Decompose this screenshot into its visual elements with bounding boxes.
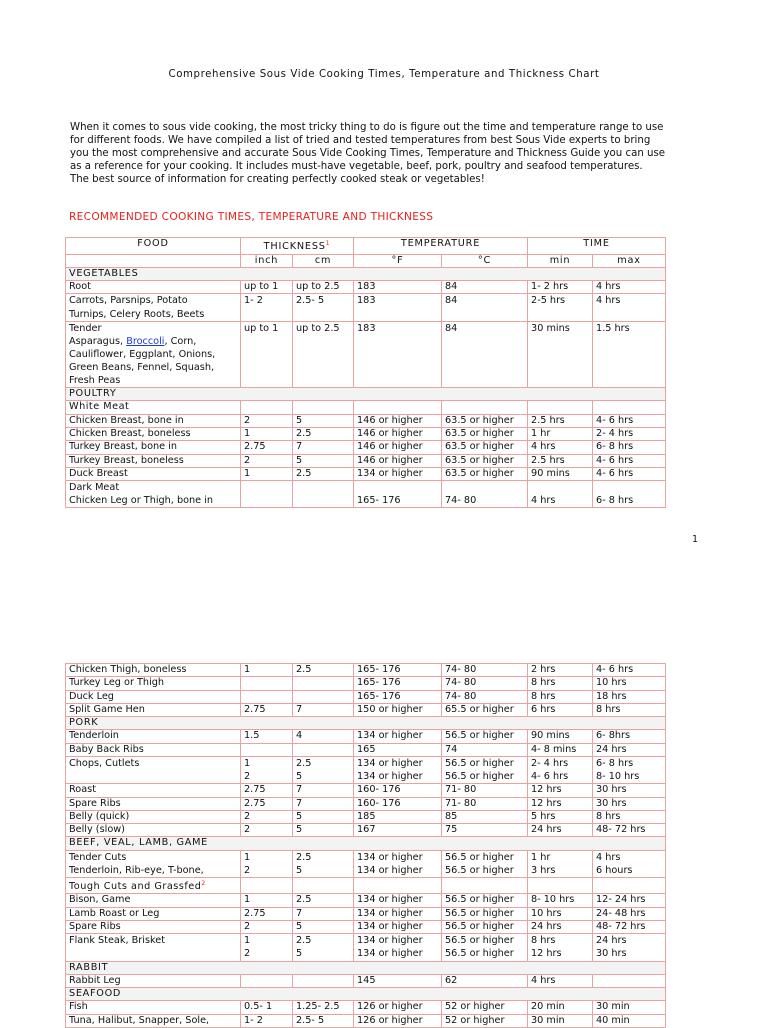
temperature-c-cell: 74- 80: [442, 677, 528, 690]
header-temperature: TEMPERATURE: [354, 238, 528, 255]
table-body: [66, 267, 666, 508]
food-cell: Tuna, Halibut, Snapper, Sole,: [66, 1014, 241, 1027]
food-cell: Split Game Hen: [66, 703, 241, 716]
table-row: [66, 454, 666, 467]
thickness-inch-cell: [241, 481, 293, 508]
time-min-cell: 2.5 hrs: [528, 414, 593, 427]
food-cell: Root: [66, 281, 241, 294]
category-label: SEAFOOD: [66, 988, 666, 1001]
time-max-cell: 2- 4 hrs: [593, 427, 666, 440]
temperature-c-cell: 52 or higher: [442, 1014, 528, 1027]
time-min-cell: 5 hrs: [528, 810, 593, 823]
category-row: [66, 388, 666, 401]
thickness-cm-cell: 2.5: [293, 427, 354, 440]
intro-line: you the most comprehensive and accurate Sous Vide Cooking Times, Temperature and Thickness Guide you can use: [70, 148, 666, 160]
footnote-marker: 1: [325, 240, 331, 247]
page-number: 1: [692, 534, 699, 545]
thickness-cm-cell: [293, 974, 354, 987]
time-min-cell: 4 hrs: [528, 974, 593, 987]
category-label: POULTRY: [66, 388, 666, 401]
temperature-f-cell: 126 or higher: [354, 1001, 442, 1014]
temperature-f-cell: 146 or higher: [354, 414, 442, 427]
time-max-cell: 40 min: [593, 1014, 666, 1027]
food-cell: Flank Steak, Brisket: [66, 934, 241, 961]
empty-cell: [354, 877, 442, 894]
time-max-cell: 18 hrs: [593, 690, 666, 703]
food-cell: Lamb Roast or Leg: [66, 907, 241, 920]
category-row: [66, 837, 666, 850]
temperature-f-cell: 160- 176: [354, 797, 442, 810]
thickness-cm-cell: up to 2.5: [293, 321, 354, 387]
table-row: [66, 481, 666, 508]
header-cm: cm: [293, 254, 354, 267]
thickness-inch-cell: 1: [241, 894, 293, 907]
temperature-f-cell: 134 or higher: [354, 467, 442, 480]
header-max: max: [593, 254, 666, 267]
food-cell: Chicken Thigh, boneless: [66, 664, 241, 677]
thickness-inch-cell: [241, 690, 293, 703]
temperature-c-cell: 63.5 or higher: [442, 414, 528, 427]
temperature-f-cell: 165- 176: [354, 481, 442, 508]
temperature-f-cell: 183: [354, 321, 442, 387]
temperature-c-cell: 71- 80: [442, 797, 528, 810]
temperature-c-cell: 74- 80: [442, 481, 528, 508]
header-food: FOOD: [66, 238, 241, 255]
temperature-c-cell: 56.5 or higher 56.5 or higher: [442, 757, 528, 784]
intro-line: The best source of information for creating perfectly cooked steak or vegetables!: [70, 174, 485, 186]
thickness-cm-cell: 1.25- 2.5: [293, 1001, 354, 1014]
thickness-inch-cell: 2.75: [241, 703, 293, 716]
thickness-cm-cell: 2.5 5: [293, 757, 354, 784]
table-row: [66, 974, 666, 987]
temperature-f-cell: 134 or higher: [354, 907, 442, 920]
time-min-cell: 8 hrs 12 hrs: [528, 934, 593, 961]
temperature-c-cell: 56.5 or higher 56.5 or higher: [442, 850, 528, 877]
section-heading: RECOMMENDED COOKING TIMES, TEMPERATURE AND THICKNESS: [69, 211, 434, 223]
table-row: [66, 1001, 666, 1014]
header-blank: [66, 254, 241, 267]
cooking-chart-table: [65, 237, 666, 508]
temperature-f-cell: 126 or higher: [354, 1014, 442, 1027]
food-cell: Turkey Leg or Thigh: [66, 677, 241, 690]
temperature-c-cell: 65.5 or higher: [442, 703, 528, 716]
food-cell: Chicken Breast, bone in: [66, 414, 241, 427]
thickness-inch-cell: 1.5: [241, 730, 293, 743]
intro-paragraph: [70, 121, 710, 186]
temperature-f-cell: 134 or higher: [354, 730, 442, 743]
time-min-cell: 1- 2 hrs: [528, 281, 593, 294]
thickness-cm-cell: 4: [293, 730, 354, 743]
temperature-c-cell: 84: [442, 294, 528, 321]
thickness-cm-cell: 5: [293, 921, 354, 934]
time-min-cell: 8 hrs: [528, 677, 593, 690]
time-max-cell: 24 hrs 30 hrs: [593, 934, 666, 961]
category-row: [66, 961, 666, 974]
empty-cell: [593, 877, 666, 894]
thickness-inch-cell: [241, 974, 293, 987]
time-max-cell: 4- 6 hrs: [593, 467, 666, 480]
temperature-f-cell: 165- 176: [354, 677, 442, 690]
temperature-c-cell: 74- 80: [442, 664, 528, 677]
temperature-f-cell: 165- 176: [354, 690, 442, 703]
header-inch: inch: [241, 254, 293, 267]
thickness-inch-cell: 1 2: [241, 850, 293, 877]
empty-cell: [593, 401, 666, 414]
thickness-cm-cell: [293, 481, 354, 508]
category-row: [66, 267, 666, 280]
food-cell: Bison, Game: [66, 894, 241, 907]
time-min-cell: 30 min: [528, 1014, 593, 1027]
temperature-f-cell: 183: [354, 281, 442, 294]
time-max-cell: 10 hrs: [593, 677, 666, 690]
temperature-c-cell: 56.5 or higher 56.5 or higher: [442, 934, 528, 961]
time-min-cell: 6 hrs: [528, 703, 593, 716]
thickness-cm-cell: 2.5- 5: [293, 294, 354, 321]
time-min-cell: 4 hrs: [528, 441, 593, 454]
temperature-c-cell: 52 or higher: [442, 1001, 528, 1014]
table-row: [66, 907, 666, 920]
table-row: [66, 824, 666, 837]
time-max-cell: [593, 974, 666, 987]
time-min-cell: 8 hrs: [528, 690, 593, 703]
time-min-cell: 8- 10 hrs: [528, 894, 593, 907]
food-cell: Dark Meat Chicken Leg or Thigh, bone in: [66, 481, 241, 508]
thickness-cm-cell: 2.5: [293, 894, 354, 907]
temperature-c-cell: 71- 80: [442, 784, 528, 797]
thickness-cm-cell: 2.5 5: [293, 934, 354, 961]
time-max-cell: 4- 6 hrs: [593, 664, 666, 677]
thickness-cm-cell: 2.5: [293, 664, 354, 677]
food-cell: Turkey Breast, boneless: [66, 454, 241, 467]
thickness-cm-cell: 7: [293, 703, 354, 716]
time-max-cell: 4 hrs 6 hours: [593, 850, 666, 877]
food-cell: Tenderloin: [66, 730, 241, 743]
time-min-cell: 4- 8 mins: [528, 743, 593, 756]
header-celsius: °C: [442, 254, 528, 267]
category-label: RABBIT: [66, 961, 666, 974]
thickness-inch-cell: 1: [241, 467, 293, 480]
thickness-cm-cell: 2.5 5: [293, 850, 354, 877]
table-row: [66, 414, 666, 427]
thickness-inch-cell: 1 2: [241, 934, 293, 961]
table-row: [66, 1014, 666, 1027]
food-text: , Corn, Cauliflower, Eggplant, Onions, Green Beans, Fennel, Squash, Fresh Peas: [69, 335, 216, 386]
time-min-cell: 2-5 hrs: [528, 294, 593, 321]
intro-line: as a reference for your cooking. It includes must-have vegetable, beef, pork, poultry and seafood temperatures.: [70, 161, 643, 173]
time-max-cell: 1.5 hrs: [593, 321, 666, 387]
cooking-chart-table-continued: [65, 663, 666, 1028]
time-min-cell: 12 hrs: [528, 797, 593, 810]
subcategory-row: [66, 401, 666, 414]
header-thickness: THICKNESS$^1$: [241, 238, 354, 255]
food-cell: Duck Breast: [66, 467, 241, 480]
temperature-c-cell: 56.5 or higher: [442, 894, 528, 907]
header-min: min: [528, 254, 593, 267]
intro-line: When it comes to sous vide cooking, the most tricky thing to do is figure out the time and temperature range to use: [70, 122, 664, 133]
time-max-cell: 6- 8hrs: [593, 730, 666, 743]
thickness-cm-cell: 7: [293, 441, 354, 454]
thickness-inch-cell: 1- 2: [241, 1014, 293, 1027]
temperature-f-cell: 160- 176: [354, 784, 442, 797]
table-row: [66, 281, 666, 294]
food-cell: [66, 321, 241, 387]
table-row: [66, 441, 666, 454]
time-min-cell: 1 hr 3 hrs: [528, 850, 593, 877]
thickness-cm-cell: [293, 690, 354, 703]
broccoli-link[interactable]: Broccoli: [126, 335, 165, 347]
time-max-cell: 8 hrs: [593, 703, 666, 716]
thickness-inch-cell: 2.75: [241, 441, 293, 454]
time-max-cell: 24- 48 hrs: [593, 907, 666, 920]
thickness-inch-cell: up to 1: [241, 281, 293, 294]
food-cell: Chops, Cutlets: [66, 757, 241, 784]
thickness-inch-cell: 0.5- 1: [241, 1001, 293, 1014]
category-row: [66, 717, 666, 730]
thickness-inch-cell: 2: [241, 414, 293, 427]
time-min-cell: 1 hr: [528, 427, 593, 440]
empty-cell: [241, 877, 293, 894]
temperature-f-cell: 183: [354, 294, 442, 321]
time-max-cell: 30 hrs: [593, 797, 666, 810]
thickness-inch-cell: 2: [241, 921, 293, 934]
temperature-f-cell: 146 or higher: [354, 427, 442, 440]
time-min-cell: 24 hrs: [528, 921, 593, 934]
time-max-cell: 4 hrs: [593, 294, 666, 321]
subcategory-text: Tough Cuts and Grassfed: [69, 881, 202, 893]
table-row: [66, 427, 666, 440]
temperature-f-cell: 134 or higher 134 or higher: [354, 934, 442, 961]
table-row: [66, 294, 666, 321]
time-min-cell: 90 mins: [528, 467, 593, 480]
temperature-f-cell: 165- 176: [354, 664, 442, 677]
table-row: [66, 664, 666, 677]
thickness-inch-cell: 2.75: [241, 797, 293, 810]
empty-cell: [293, 401, 354, 414]
time-max-cell: 6- 8 hrs: [593, 481, 666, 508]
temperature-c-cell: 63.5 or higher: [442, 441, 528, 454]
temperature-f-cell: 145: [354, 974, 442, 987]
thickness-inch-cell: 1- 2: [241, 294, 293, 321]
temperature-f-cell: 134 or higher 134 or higher: [354, 757, 442, 784]
header-time: TIME: [528, 238, 666, 255]
empty-cell: [528, 401, 593, 414]
food-cell: Spare Ribs: [66, 797, 241, 810]
thickness-inch-cell: 2.75: [241, 907, 293, 920]
subcategory-label: [66, 877, 241, 894]
temperature-c-cell: 75: [442, 824, 528, 837]
temperature-c-cell: 63.5 or higher: [442, 467, 528, 480]
temperature-c-cell: 85: [442, 810, 528, 823]
thickness-inch-cell: [241, 677, 293, 690]
temperature-c-cell: 63.5 or higher: [442, 454, 528, 467]
table-row: [66, 730, 666, 743]
time-min-cell: 2 hrs: [528, 664, 593, 677]
temperature-c-cell: 63.5 or higher: [442, 427, 528, 440]
time-min-cell: 2- 4 hrs 4- 6 hrs: [528, 757, 593, 784]
thickness-inch-cell: 1: [241, 664, 293, 677]
time-max-cell: 6- 8 hrs: [593, 441, 666, 454]
temperature-c-cell: 84: [442, 321, 528, 387]
thickness-cm-cell: 5: [293, 414, 354, 427]
time-max-cell: 48- 72 hrs: [593, 921, 666, 934]
category-label: VEGETABLES: [66, 267, 666, 280]
temperature-f-cell: 134 or higher: [354, 894, 442, 907]
empty-cell: [354, 401, 442, 414]
thickness-inch-cell: 1 2: [241, 757, 293, 784]
thickness-inch-cell: 2: [241, 824, 293, 837]
food-cell: Baby Back Ribs: [66, 743, 241, 756]
food-cell: Rabbit Leg: [66, 974, 241, 987]
table-row: [66, 703, 666, 716]
food-cell: Duck Leg: [66, 690, 241, 703]
table-row: [66, 934, 666, 961]
temperature-c-cell: 84: [442, 281, 528, 294]
category-label: BEEF, VEAL, LAMB, GAME: [66, 837, 666, 850]
thickness-cm-cell: 5: [293, 824, 354, 837]
table-row: [66, 797, 666, 810]
food-list: [69, 335, 237, 387]
empty-cell: [442, 877, 528, 894]
time-max-cell: 6- 8 hrs 8- 10 hrs: [593, 757, 666, 784]
food-cell: Belly (quick): [66, 810, 241, 823]
subcategory-label: [66, 401, 241, 414]
table-row: [66, 894, 666, 907]
time-max-cell: 12- 24 hrs: [593, 894, 666, 907]
food-cell: Spare Ribs: [66, 921, 241, 934]
header-fahrenheit: °F: [354, 254, 442, 267]
thickness-cm-cell: 2.5: [293, 467, 354, 480]
time-max-cell: 30 hrs: [593, 784, 666, 797]
thickness-inch-cell: 2: [241, 810, 293, 823]
thickness-cm-cell: 2.5- 5: [293, 1014, 354, 1027]
food-cell: Turkey Breast, bone in: [66, 441, 241, 454]
table-body: [66, 664, 666, 1028]
time-max-cell: 4 hrs: [593, 281, 666, 294]
thickness-cm-cell: 7: [293, 907, 354, 920]
thickness-inch-cell: 2: [241, 454, 293, 467]
temperature-f-cell: 167: [354, 824, 442, 837]
time-max-cell: 24 hrs: [593, 743, 666, 756]
food-cell: Chicken Breast, boneless: [66, 427, 241, 440]
temperature-c-cell: 56.5 or higher: [442, 907, 528, 920]
intro-line: for different foods. We have compiled a list of tried and tested temperatures from best Sous Vide experts to bring: [70, 135, 651, 147]
food-cell: Belly (slow): [66, 824, 241, 837]
thickness-cm-cell: 7: [293, 797, 354, 810]
temperature-c-cell: 74: [442, 743, 528, 756]
empty-cell: [528, 877, 593, 894]
empty-cell: [293, 877, 354, 894]
temperature-f-cell: 165: [354, 743, 442, 756]
temperature-f-cell: 146 or higher: [354, 454, 442, 467]
time-max-cell: 8 hrs: [593, 810, 666, 823]
time-min-cell: 2.5 hrs: [528, 454, 593, 467]
subcategory-text: White Meat: [69, 401, 130, 413]
table-row: [66, 690, 666, 703]
thickness-inch-cell: [241, 743, 293, 756]
table-row: [66, 757, 666, 784]
time-max-cell: 48- 72 hrs: [593, 824, 666, 837]
table-row: [66, 784, 666, 797]
thickness-inch-cell: 2.75: [241, 784, 293, 797]
time-min-cell: 30 mins: [528, 321, 593, 387]
footnote-marker: 2: [201, 879, 206, 887]
temperature-c-cell: 56.5 or higher: [442, 730, 528, 743]
time-min-cell: 90 mins: [528, 730, 593, 743]
table-row: [66, 677, 666, 690]
temperature-f-cell: 150 or higher: [354, 703, 442, 716]
thickness-cm-cell: [293, 677, 354, 690]
document-title: Comprehensive Sous Vide Cooking Times, Temperature and Thickness Chart: [168, 69, 600, 80]
time-max-cell: 30 min: [593, 1001, 666, 1014]
table-row: [66, 321, 666, 387]
thickness-cm-cell: 7: [293, 784, 354, 797]
temperature-f-cell: 185: [354, 810, 442, 823]
food-cell: Roast: [66, 784, 241, 797]
table-row: [66, 921, 666, 934]
table-row: [66, 467, 666, 480]
food-cell: Tender Cuts Tenderloin, Rib-eye, T-bone,: [66, 850, 241, 877]
time-min-cell: 10 hrs: [528, 907, 593, 920]
empty-cell: [241, 401, 293, 414]
temperature-f-cell: 146 or higher: [354, 441, 442, 454]
thickness-cm-cell: 5: [293, 810, 354, 823]
thickness-cm-cell: [293, 743, 354, 756]
time-max-cell: 4- 6 hrs: [593, 414, 666, 427]
time-min-cell: 12 hrs: [528, 784, 593, 797]
table-row: [66, 850, 666, 877]
empty-cell: [442, 401, 528, 414]
temperature-f-cell: 134 or higher 134 or higher: [354, 850, 442, 877]
thickness-cm-cell: up to 2.5: [293, 281, 354, 294]
subcategory-row: [66, 877, 666, 894]
table-row: [66, 810, 666, 823]
temperature-f-cell: 134 or higher: [354, 921, 442, 934]
table-row: [66, 743, 666, 756]
time-min-cell: 4 hrs: [528, 481, 593, 508]
temperature-c-cell: 74- 80: [442, 690, 528, 703]
category-row: [66, 988, 666, 1001]
category-label: PORK: [66, 717, 666, 730]
time-min-cell: 20 min: [528, 1001, 593, 1014]
time-max-cell: 4- 6 hrs: [593, 454, 666, 467]
food-cell: Carrots, Parsnips, Potato Turnips, Celery Roots, Beets: [66, 294, 241, 321]
thickness-inch-cell: up to 1: [241, 321, 293, 387]
food-cell: Fish: [66, 1001, 241, 1014]
time-min-cell: 24 hrs: [528, 824, 593, 837]
food-heading: Tender: [69, 322, 102, 334]
temperature-c-cell: 62: [442, 974, 528, 987]
thickness-cm-cell: 5: [293, 454, 354, 467]
food-text: Asparagus,: [69, 335, 127, 347]
temperature-c-cell: 56.5 or higher: [442, 921, 528, 934]
thickness-inch-cell: 1: [241, 427, 293, 440]
